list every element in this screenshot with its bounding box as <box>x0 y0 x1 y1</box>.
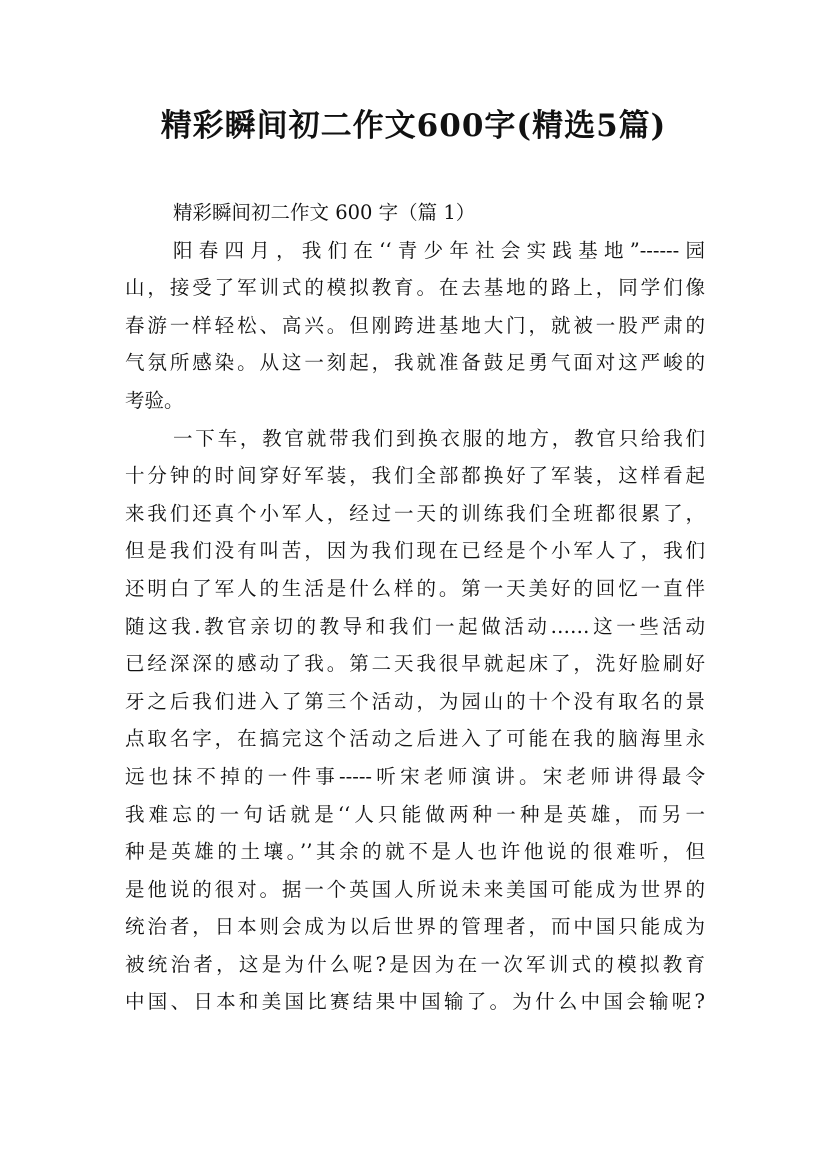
text-line: 来我们还真个小军人，经过一天的训练我们全班都很累了， <box>125 501 705 525</box>
text-line: 点取名字，在搞完这个活动之后进入了可能在我的脑海里永 <box>125 727 705 751</box>
text-line: 还明白了军人的生活是什么样的。第一天美好的回忆一直伴 <box>125 576 705 600</box>
text-line: 一下车，教官就带我们到换衣服的地方，教官只给我们 <box>173 426 705 450</box>
text-line: 统治者，日本则会成为以后世界的管理者，而中国只能成为 <box>125 915 705 939</box>
text-line: 我难忘的一句话就是‘‘人只能做两种一种是英雄，而另一 <box>125 802 705 826</box>
text-line: 随这我.教官亲切的教导和我们一起做活动……这一些活动 <box>125 614 705 638</box>
text-line: 山，接受了军训式的模拟教育。在去基地的路上，同学们像 <box>125 276 705 300</box>
text-line: 春游一样轻松、高兴。但刚跨进基地大门，就被一股严肃的 <box>125 313 705 337</box>
text-line: 被统治者，这是为什么呢?是因为在一次军训式的模拟教育 <box>125 952 705 976</box>
text-line: 种是英雄的土壤。’’其余的就不是人也许他说的很难听，但 <box>125 840 705 864</box>
text-line: 中国、日本和美国比赛结果中国输了。为什么中国会输呢? <box>125 990 705 1014</box>
document-title: 精彩瞬间初二作文600字(精选5篇) <box>160 108 667 144</box>
text-line: 是他说的很对。据一个英国人所说未来美国可能成为世界的 <box>125 877 705 901</box>
text-line: 气氛所感染。从这一刻起，我就准备鼓足勇气面对这严峻的 <box>125 351 705 375</box>
document-body <box>125 194 705 1021</box>
text-line: 阳春四月，我们在‘‘青少年社会实践基地”------园 <box>173 238 705 262</box>
text-line: 牙之后我们进入了第三个活动，为园山的十个没有取名的景 <box>125 689 705 713</box>
text-line: 十分钟的时间穿好军装，我们全部都换好了军装，这样看起 <box>125 464 705 488</box>
text-line: 考验。 <box>125 388 184 412</box>
text-line: 已经深深的感动了我。第二天我很早就起床了，洗好脸刷好 <box>125 652 705 676</box>
text-line: 远也抹不掉的一件事-----听宋老师演讲。宋老师讲得最令 <box>125 764 705 788</box>
text-line: 精彩瞬间初二作文 600 字（篇 1） <box>173 201 476 224</box>
text-line: 但是我们没有叫苦，因为我们现在已经是个小军人了，我们 <box>125 539 705 563</box>
